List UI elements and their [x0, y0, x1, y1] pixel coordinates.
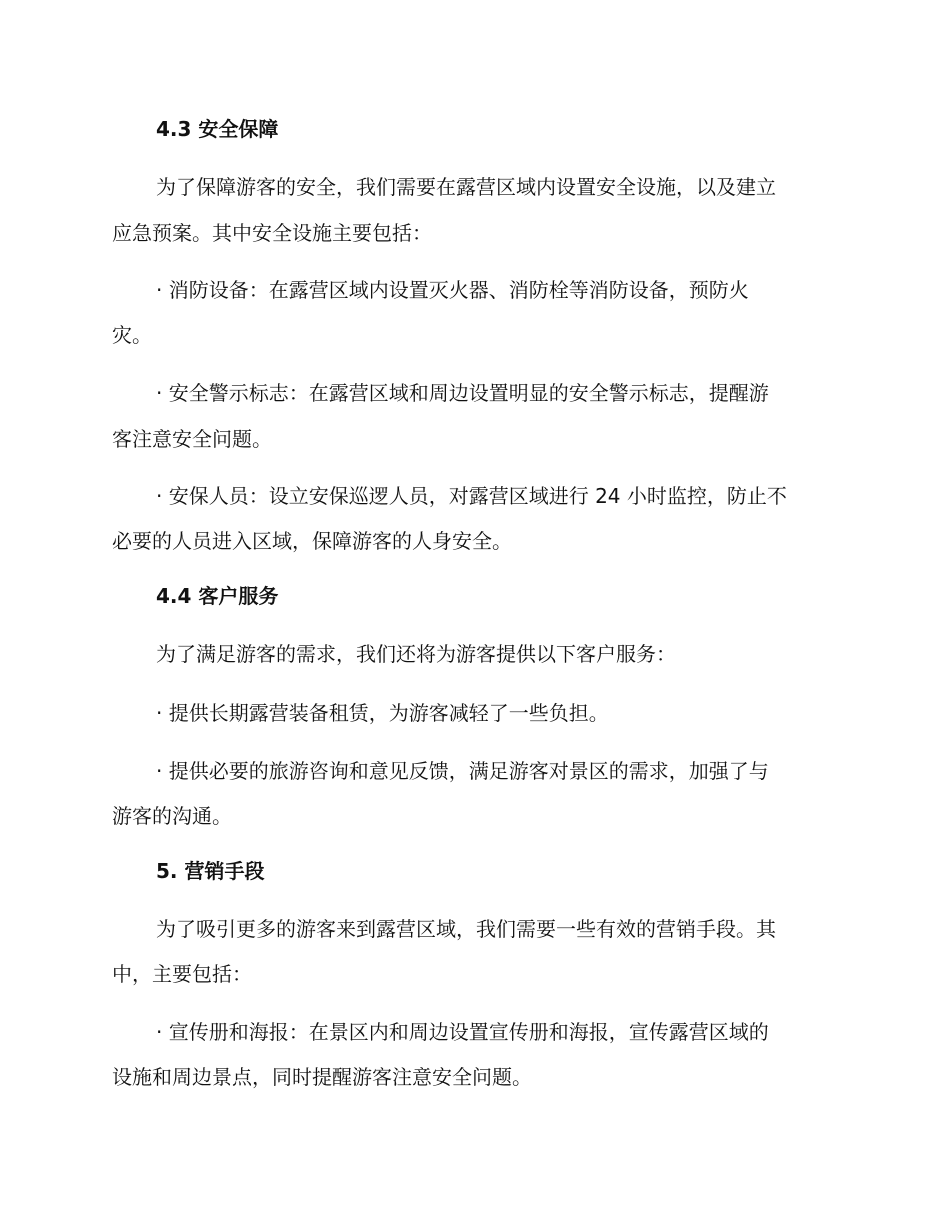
bullet-item-continuation: 游客的沟通。	[112, 804, 232, 828]
paragraph-line: 为了吸引更多的游客来到露营区域，我们需要一些有效的营销手段。其	[156, 917, 776, 941]
paragraph-line: 为了满足游客的需求，我们还将为游客提供以下客户服务：	[156, 642, 676, 666]
bullet-item-continuation: 设施和周边景点，同时提醒游客注意安全问题。	[112, 1065, 532, 1089]
paragraph-line: 为了保障游客的安全，我们需要在露营区域内设置安全设施，以及建立	[156, 175, 776, 199]
bullet-item-continuation: 必要的人员进入区域，保障游客的人身安全。	[112, 529, 512, 553]
bullet-item-warning-signs: · 安全警示标志：在露营区域和周边设置明显的安全警示标志，提醒游	[156, 381, 769, 405]
paragraph-line: 中，主要包括：	[112, 962, 252, 986]
bullet-item-continuation: 客注意安全问题。	[112, 427, 272, 451]
section-heading-4-3: 4.3 安全保障	[156, 117, 279, 141]
section-heading-4-4: 4.4 客户服务	[156, 584, 279, 608]
bullet-item-consulting: · 提供必要的旅游咨询和意见反馈，满足游客对景区的需求，加强了与	[156, 759, 769, 783]
bullet-item-fire-equipment: · 消防设备：在露营区域内设置灭火器、消防栓等消防设备，预防火	[156, 278, 749, 302]
bullet-item-continuation: 灾。	[112, 323, 152, 347]
paragraph-line: 应急预案。其中安全设施主要包括：	[112, 221, 432, 245]
bullet-item-brochures-posters: · 宣传册和海报：在景区内和周边设置宣传册和海报，宣传露营区域的	[156, 1020, 769, 1044]
bullet-item-security-staff: · 安保人员：设立安保巡逻人员，对露营区域进行 24 小时监控，防止不	[156, 484, 787, 508]
bullet-item-equipment-rental: · 提供长期露营装备租赁，为游客减轻了一些负担。	[156, 701, 609, 725]
section-heading-5: 5. 营销手段	[156, 859, 265, 883]
